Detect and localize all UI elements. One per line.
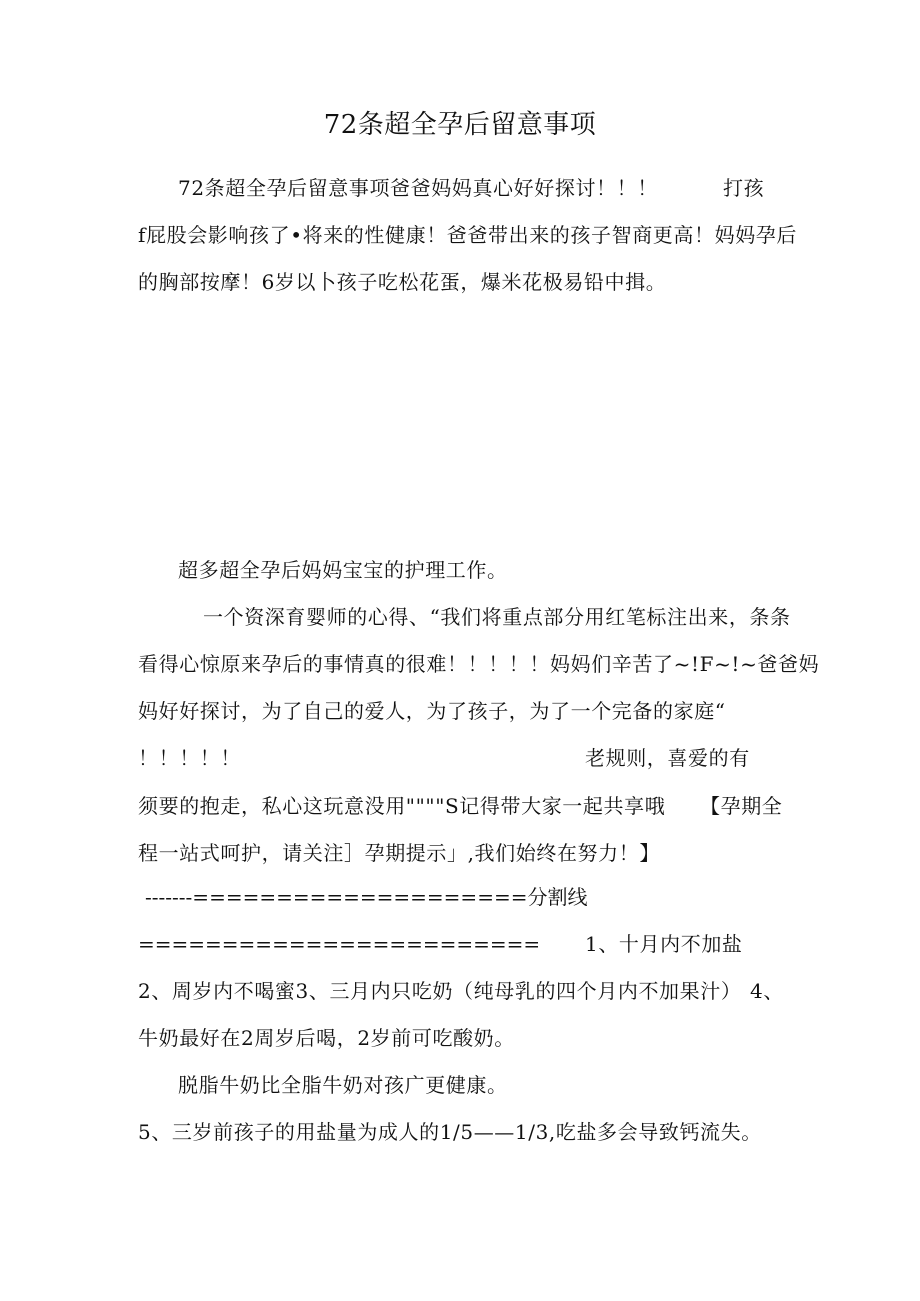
intro-line: f屁股会影响孩了•将来的性健康！爸爸带出来的孩子智商更高！妈妈孕后 bbox=[138, 223, 797, 247]
divider-line: -------====================分割线 bbox=[145, 885, 588, 909]
paragraph-line: 妈好好探讨，为了自己的爱人，为了孩子，为了一个完备的家庭“ bbox=[138, 699, 726, 723]
list-item: 1、十月内不加盐 bbox=[585, 932, 743, 956]
paragraph-line: 须要的抱走，私心这玩意没用""""S记得带大家一起共享哦 bbox=[138, 794, 666, 818]
paragraph-line: 老规则，喜爱的有 bbox=[585, 746, 750, 770]
list-item: 牛奶最好在2周岁后喝，2岁前可吃酸奶。 bbox=[138, 1026, 515, 1050]
intro-line: 72条超全孕后留意事项爸爸妈妈真心好好探讨！！！ bbox=[178, 176, 658, 200]
paragraph-line: 【孕期全 bbox=[700, 794, 783, 818]
note-line: 脱脂牛奶比全脂牛奶对孩广更健康。 bbox=[178, 1073, 508, 1097]
divider-line: ======================== bbox=[138, 932, 541, 956]
intro-line: 的胸部按摩！6岁以卜孩子吃松花蛋，爆米花极易铅中揖。 bbox=[138, 270, 667, 294]
list-item: 2、周岁内不喝蜜3、三月内只吃奶（纯母乳的四个月内不加果汁） bbox=[138, 979, 742, 1003]
document-title: 72条超全孕后留意事项 bbox=[323, 110, 597, 140]
list-item: 4、 bbox=[750, 979, 784, 1003]
paragraph-line: 一个资深育婴师的心得、“我们将重点部分用红笔标注出来，条条 bbox=[203, 605, 791, 629]
paragraph-line: 程一站式呵护，请关注］孕期提示」,我们始终在努力！】 bbox=[138, 841, 660, 865]
paragraph-line: 看得心惊原来孕后的事情真的很难！！！！！妈妈们辛苦了~!F~!~爸爸妈 bbox=[138, 652, 820, 676]
list-item: 5、三岁前孩子的用盐量为成人的1/5——1/3,吃盐多会导致钙流失。 bbox=[138, 1120, 762, 1144]
paragraph: 超多超全孕后妈妈宝宝的护理工作。 bbox=[178, 558, 508, 582]
paragraph-line: ！！！！！ bbox=[138, 746, 241, 770]
intro-line: 打孩 bbox=[723, 176, 765, 200]
